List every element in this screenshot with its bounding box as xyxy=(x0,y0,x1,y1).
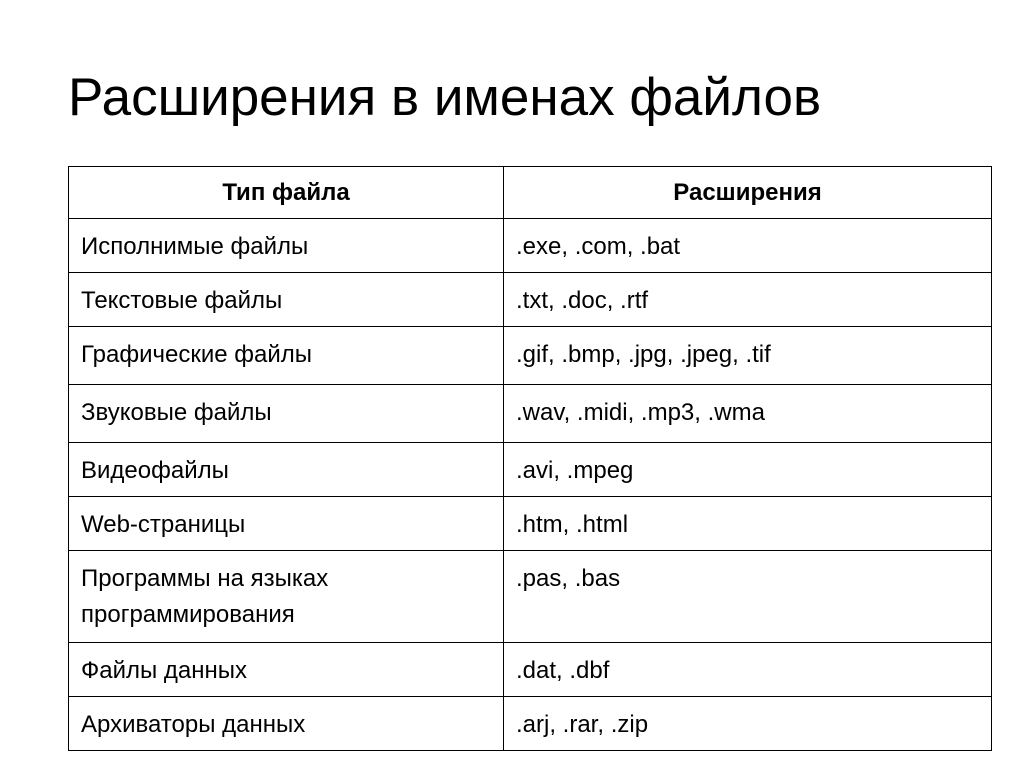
table-row xyxy=(69,219,992,273)
cell-extensions: .avi, .mpeg xyxy=(504,443,992,497)
cell-file-type: Архиваторы данных xyxy=(69,697,504,751)
cell-extensions: .exe, .com, .bat xyxy=(504,219,992,273)
table-row xyxy=(69,327,992,385)
table-row xyxy=(69,273,992,327)
cell-file-type: Графические файлы xyxy=(69,327,504,385)
table-row xyxy=(69,443,992,497)
page-title: Расширения в именах файлов xyxy=(68,68,822,127)
cell-file-type: Программы на языках программирования xyxy=(69,551,504,643)
cell-extensions: .wav, .midi, .mp3, .wma xyxy=(504,385,992,443)
table-row xyxy=(69,551,992,643)
cell-file-type: Исполнимые файлы xyxy=(69,219,504,273)
cell-extensions: .arj, .rar, .zip xyxy=(504,697,992,751)
file-extensions-table xyxy=(68,166,992,751)
cell-extensions: .dat, .dbf xyxy=(504,643,992,697)
cell-extensions: .txt, .doc, .rtf xyxy=(504,273,992,327)
cell-extensions: .gif, .bmp, .jpg, .jpeg, .tif xyxy=(504,327,992,385)
table-row xyxy=(69,697,992,751)
cell-file-type: Текстовые файлы xyxy=(69,273,504,327)
cell-file-type: Web-страницы xyxy=(69,497,504,551)
cell-extensions: .htm, .html xyxy=(504,497,992,551)
header-extensions: Расширения xyxy=(504,167,992,219)
table-row xyxy=(69,385,992,443)
cell-file-type: Файлы данных xyxy=(69,643,504,697)
header-file-type: Тип файла xyxy=(69,167,504,219)
table-row xyxy=(69,497,992,551)
table-row xyxy=(69,643,992,697)
cell-file-type: Звуковые файлы xyxy=(69,385,504,443)
table-header-row xyxy=(69,167,992,219)
cell-extensions: .pas, .bas xyxy=(504,551,992,643)
cell-file-type: Видеофайлы xyxy=(69,443,504,497)
